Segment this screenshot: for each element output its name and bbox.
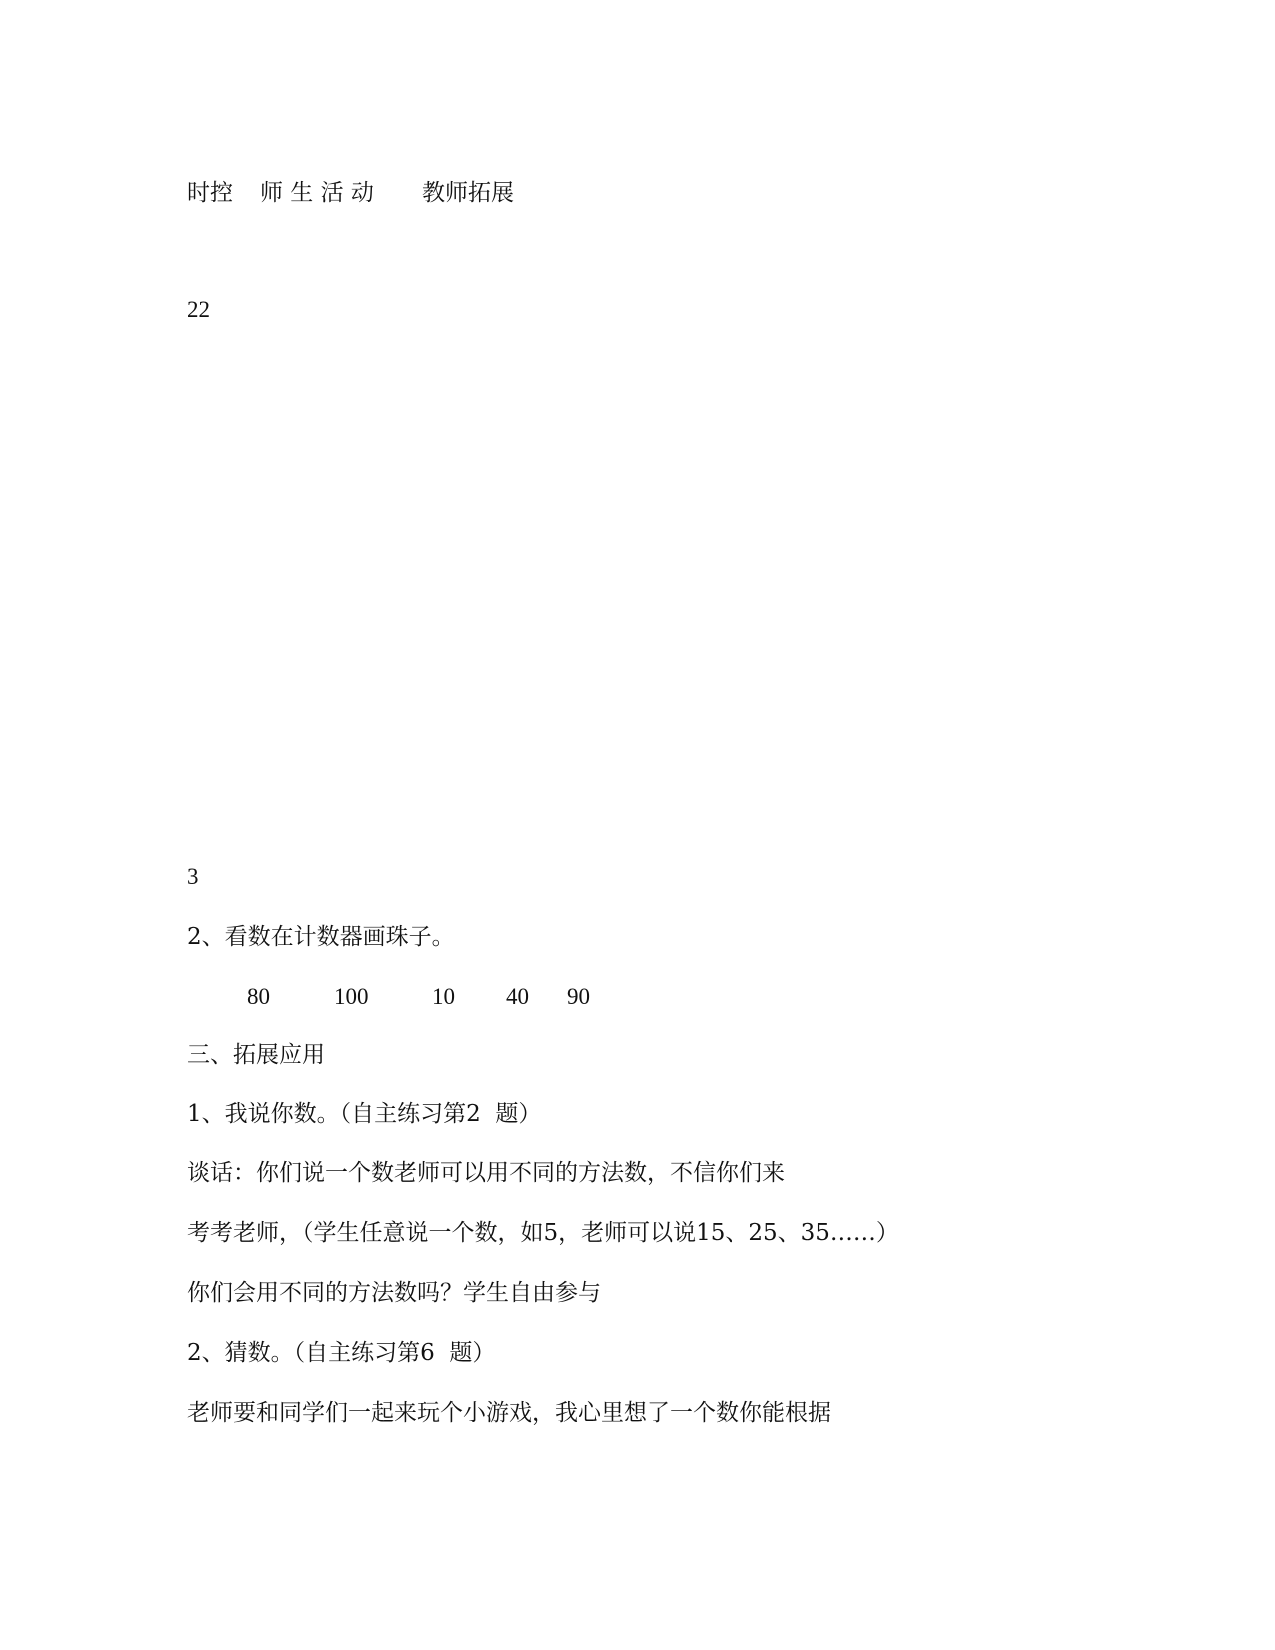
section3-item1-line1: 谈话：你们说一个数老师可以用不同的方法数，不信你们来 [187, 1160, 785, 1186]
header-activity: 师 生 活 动 [260, 180, 374, 206]
section3-item2-title: 2、猜数。（自主练习第6 题） [187, 1340, 496, 1366]
exercise2-number: 100 [334, 984, 369, 1009]
exercise2-number: 90 [567, 984, 590, 1009]
header-time: 时控 [187, 180, 233, 206]
section3-item1-line2: 考考老师，（学生任意说一个数，如5，老师可以说15、25、35……） [187, 1220, 899, 1246]
page-marker-3: 3 [187, 864, 199, 889]
page-marker-22: 22 [187, 297, 210, 322]
section3-item1-title: 1、我说你数。（自主练习第2 题） [187, 1101, 542, 1127]
exercise2-number: 40 [506, 984, 529, 1009]
exercise2-title: 2、看数在计数器画珠子。 [187, 924, 455, 950]
exercise2-number: 10 [432, 984, 455, 1009]
section3-item1-line3: 你们会用不同的方法数吗？学生自由参与 [187, 1280, 601, 1306]
exercise2-number: 80 [247, 984, 270, 1009]
header-extension: 教师拓展 [422, 180, 514, 206]
section3-heading: 三、拓展应用 [187, 1042, 325, 1068]
section3-item2-line1: 老师要和同学们一起来玩个小游戏，我心里想了一个数你能根据 [187, 1400, 831, 1426]
